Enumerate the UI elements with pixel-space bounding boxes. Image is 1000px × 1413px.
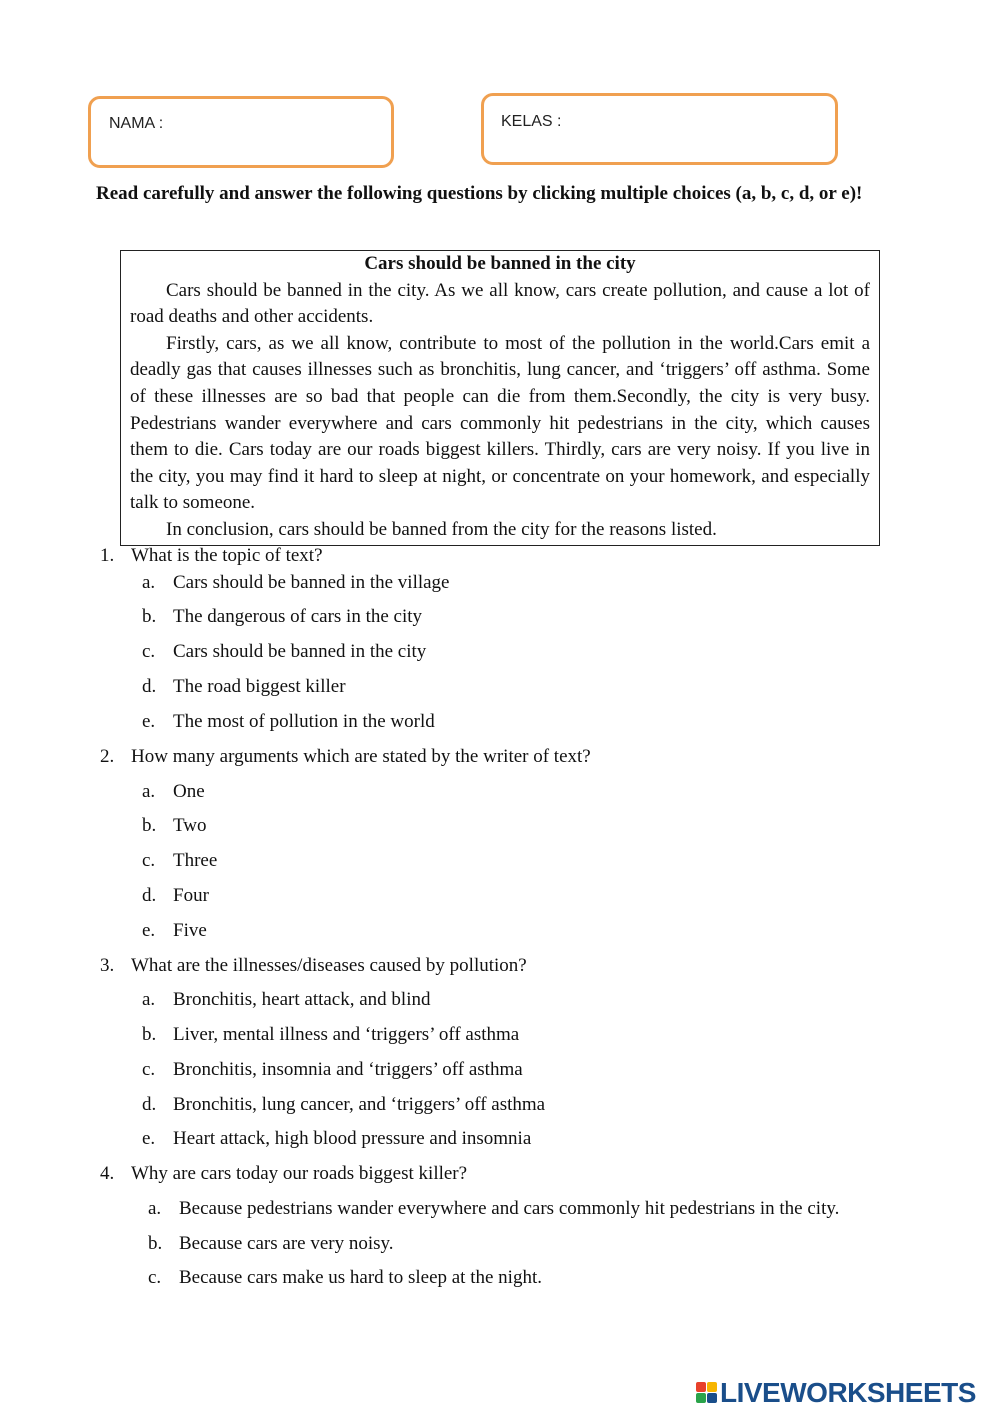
option-1a[interactable] [142, 571, 450, 595]
reading-passage [120, 250, 880, 546]
option-letter: e. [142, 1128, 156, 1149]
option-3d[interactable] [142, 1093, 545, 1117]
logo-square [696, 1382, 706, 1392]
option-text: Two [173, 815, 207, 836]
name-label: NAMA : [109, 115, 164, 132]
option-text: Five [173, 920, 207, 941]
question-3 [100, 954, 527, 978]
option-4b[interactable] [148, 1232, 394, 1256]
option-text: The dangerous of cars in the city [173, 606, 423, 627]
option-letter: b. [142, 606, 157, 627]
question-number: 1. [100, 545, 115, 566]
class-field[interactable] [481, 93, 838, 165]
option-letter: e. [142, 711, 156, 732]
option-3a[interactable] [142, 988, 430, 1012]
logo-square [696, 1393, 706, 1403]
passage-paragraph: Firstly, cars, as we all know, contribute to most of the pollution in the world.Cars emit a deadly gas that causes illnesses such as bronchitis, lung cancer, and ‘triggers’ off asthma. Some of these illnesses are so bad that people can die from them.Secondly, the city is very busy. Pedestrians wander everywhere and cars commonly hit pedestrians in the city, which causes them to die. Cars today are our roads biggest killers. Thirdly, cars are very noisy. If you live in the city, you may find it hard to sleep at night, or concentrate on your homework, and especially talk to someone. [130, 332, 870, 514]
question-2 [100, 745, 591, 769]
option-letter: d. [142, 676, 157, 697]
option-2e[interactable] [142, 919, 207, 943]
option-text: Liver, mental illness and ‘triggers’ off asthma [173, 1024, 520, 1045]
option-1c[interactable] [142, 640, 426, 664]
option-text: Because cars are very noisy. [179, 1233, 394, 1254]
instruction-text: Read carefully and answer the following questions by clicking multiple choices (a, b, c, d, or e)! [96, 183, 863, 204]
option-text: Bronchitis, lung cancer, and ‘triggers’ off asthma [173, 1094, 546, 1115]
logo-text: LIVEWORKSHEETS [720, 1377, 976, 1408]
question-number: 3. [100, 955, 115, 976]
name-field[interactable] [88, 96, 394, 168]
option-letter: b. [148, 1233, 163, 1254]
question-text: What is the topic of text? [131, 545, 323, 566]
option-letter: d. [142, 885, 157, 906]
option-letter: a. [142, 781, 156, 802]
option-2a[interactable] [142, 780, 205, 804]
option-4a[interactable] [148, 1197, 839, 1221]
passage-paragraph: In conclusion, cars should be banned from the city for the reasons listed. [166, 518, 717, 540]
question-text: What are the illnesses/diseases caused by pollution? [131, 955, 527, 976]
question-text: How many arguments which are stated by the writer of text? [131, 746, 591, 767]
option-letter: c. [142, 1059, 156, 1080]
option-letter: e. [142, 920, 156, 941]
option-letter: d. [142, 1094, 157, 1115]
option-text: Bronchitis, heart attack, and blind [173, 989, 431, 1010]
option-letter: a. [148, 1198, 162, 1219]
option-text: Heart attack, high blood pressure and insomnia [173, 1128, 532, 1149]
question-number: 4. [100, 1163, 115, 1184]
option-1b[interactable] [142, 605, 422, 629]
logo-square [707, 1382, 717, 1392]
option-text: The road biggest killer [173, 676, 346, 697]
option-letter: a. [142, 989, 156, 1010]
option-2d[interactable] [142, 884, 209, 908]
option-3e[interactable] [142, 1127, 531, 1151]
question-number: 2. [100, 746, 115, 767]
option-1d[interactable] [142, 675, 346, 699]
option-text: Cars should be banned in the city [173, 641, 427, 662]
class-label: KELAS : [501, 113, 562, 130]
option-letter: b. [142, 815, 157, 836]
logo-square [707, 1393, 717, 1403]
question-4 [100, 1162, 467, 1186]
option-3b[interactable] [142, 1023, 519, 1047]
option-text: Cars should be banned in the village [173, 572, 450, 593]
option-text: Because cars make us hard to sleep at the night. [179, 1267, 542, 1288]
option-text: Four [173, 885, 209, 906]
option-letter: b. [142, 1024, 157, 1045]
question-text: Why are cars today our roads biggest killer? [131, 1163, 468, 1184]
question-1 [100, 544, 323, 568]
option-letter: c. [142, 641, 156, 662]
option-text: Three [173, 850, 218, 871]
passage-paragraph: Cars should be banned in the city. As we all know, cars create pollution, and cause a lot of road deaths and other accidents. [130, 279, 870, 328]
option-letter: c. [142, 850, 156, 871]
option-letter: a. [142, 572, 156, 593]
option-4c[interactable] [148, 1266, 542, 1290]
option-text: Bronchitis, insomnia and ‘triggers’ off asthma [173, 1059, 523, 1080]
option-letter: c. [148, 1267, 162, 1288]
option-2b[interactable] [142, 814, 207, 838]
option-text: The most of pollution in the world [173, 711, 435, 732]
option-2c[interactable] [142, 849, 217, 873]
option-text: Because pedestrians wander everywhere and cars commonly hit pedestrians in the city. [179, 1198, 840, 1219]
passage-title: Cars should be banned in the city [364, 253, 636, 274]
liveworksheets-logo [696, 1378, 976, 1408]
option-1e[interactable] [142, 710, 435, 734]
option-text: One [173, 781, 205, 802]
option-3c[interactable] [142, 1058, 523, 1082]
logo-mark-icon [696, 1382, 718, 1404]
